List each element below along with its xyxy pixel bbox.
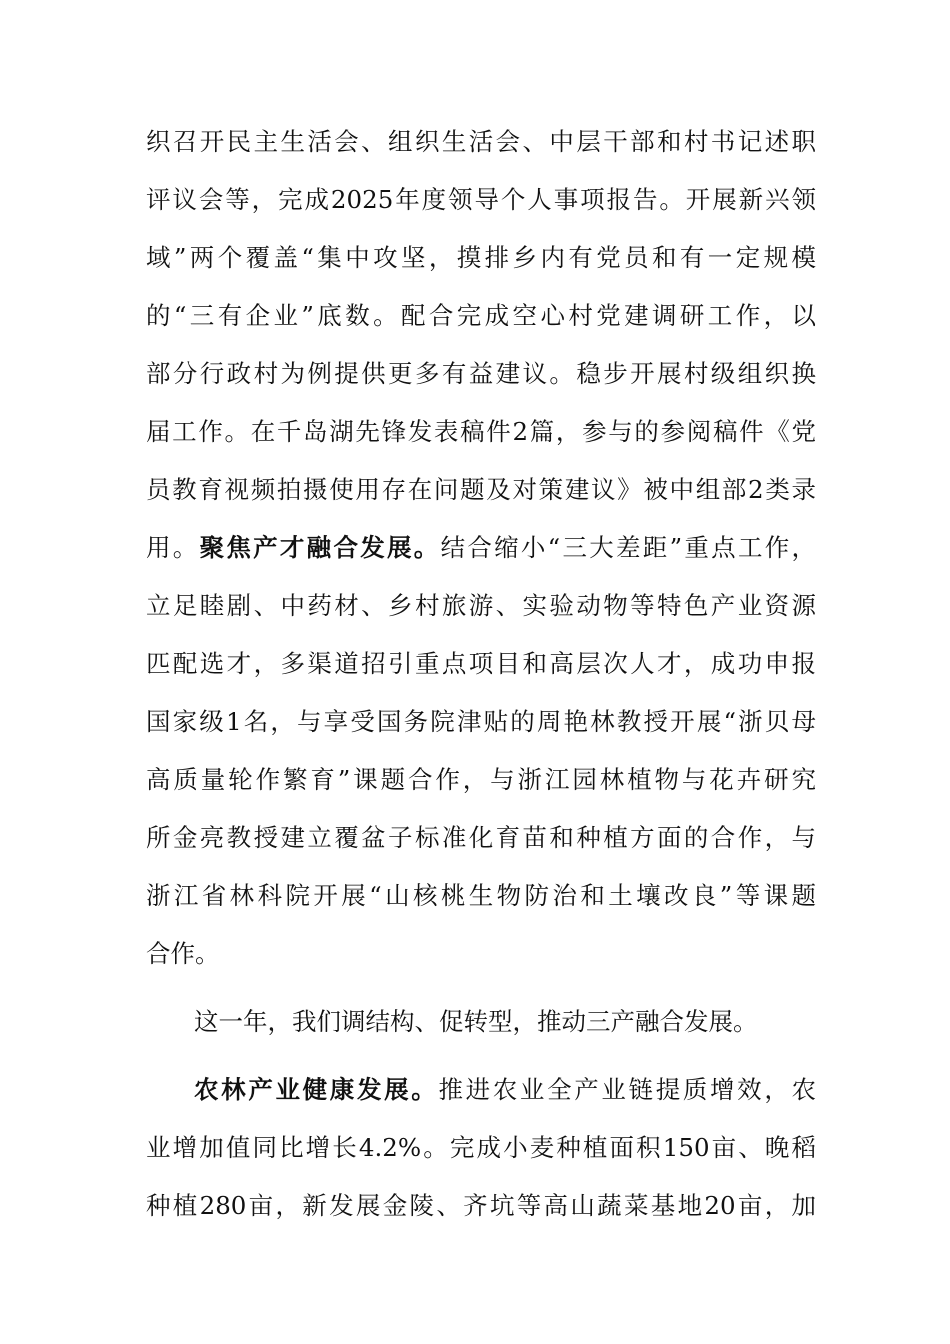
paragraph-line: [146, 528, 816, 568]
line-text: 结合缩小“三大差距”重点工作，: [440, 533, 816, 562]
paragraph-line: 业增加值同比增长4.2%。完成小麦种植面积150亩、晚稻: [146, 1133, 816, 1162]
paragraph-line: 浙江省林科院开展“山核桃生物防治和土壤改良”等课题: [146, 881, 816, 910]
paragraph-line: 高质量轮作繁育”课题合作，与浙江园林植物与花卉研究: [146, 765, 816, 794]
paragraph-line: 所金亮教授建立覆盆子标准化育苗和种植方面的合作，与: [146, 823, 816, 852]
paragraph-line: 立足睦剧、中药材、乡村旅游、实验动物等特色产业资源: [146, 591, 816, 620]
paragraph-line: 织召开民主生活会、组织生活会、中层干部和村书记述职: [146, 127, 816, 156]
paragraph-line: 届工作。在千岛湖先锋发表稿件2篇，参与的参阅稿件《党: [146, 417, 816, 446]
paragraph-line: 员教育视频拍摄使用存在问题及对策建议》被中组部2类录: [146, 475, 816, 504]
paragraph-line: 国家级1名，与享受国务院津贴的周艳林教授开展“浙贝母: [146, 707, 816, 736]
section-heading: 聚焦产才融合发展。: [199, 533, 441, 562]
paragraph-line: 种植280亩，新发展金陵、齐坑等高山蔬菜基地20亩，加: [146, 1191, 816, 1220]
paragraph-line: 域”两个覆盖“集中攻坚，摸排乡内有党员和有一定规模: [146, 243, 816, 272]
line-text: 推进农业全产业链提质增效，农: [438, 1075, 817, 1104]
paragraph-line: 部分行政村为例提供更多有益建议。稳步开展村级组织换: [146, 359, 816, 388]
paragraph-line: 这一年，我们调结构、促转型，推动三产融合发展。: [194, 1007, 758, 1036]
line-text: 用。: [146, 533, 200, 562]
paragraph-line: 合作。: [146, 939, 220, 968]
section-heading: 农林产业健康发展。: [194, 1075, 439, 1104]
paragraph-line: [194, 1070, 816, 1110]
paragraph-line: 匹配选才，多渠道招引重点项目和高层次人才，成功申报: [146, 649, 816, 678]
paragraph-line: 的“三有企业”底数。配合完成空心村党建调研工作，以: [146, 301, 816, 330]
paragraph-line: 评议会等，完成2025年度领导个人事项报告。开展新兴领: [146, 185, 816, 214]
